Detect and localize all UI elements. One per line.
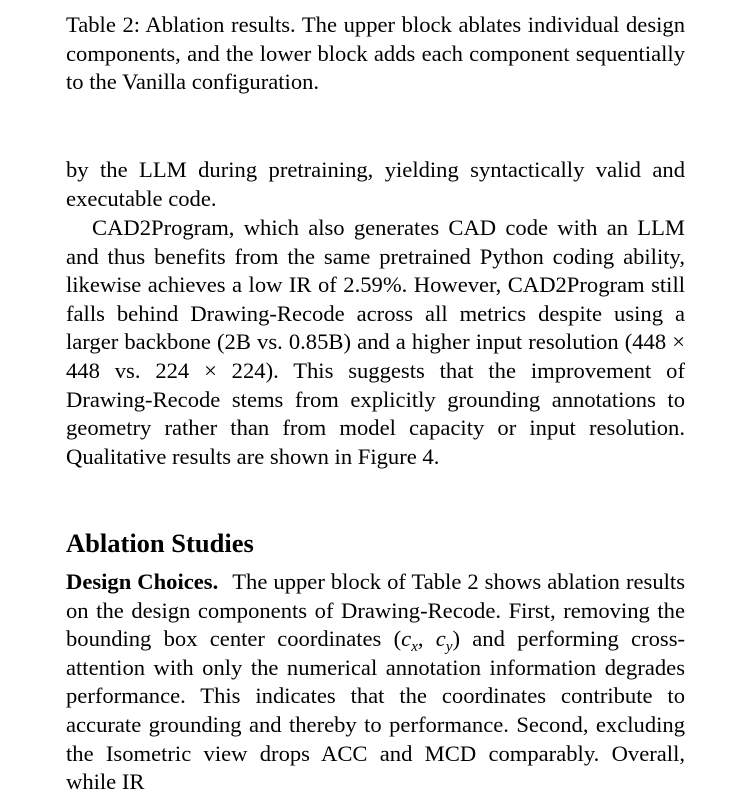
math-variable: c: [401, 626, 412, 652]
body-paragraph: by the LLM during pretraining, yielding syntactically valid and executable code.: [66, 157, 685, 211]
math-expression: [393, 626, 461, 656]
section-heading: Ablation Studies: [66, 528, 254, 558]
table-caption: Table 2: Ablation results. The upper block ablates individual design components, and the lower block adds each component sequentially to the Vanilla configuration.: [66, 12, 685, 95]
paragraph-text: and performing cross-attention with only the numerical annotation information degrades performance. This indicates that the coordinates contribute to accurate grounding and thereby to performance. Second, excluding the Isometric view drops ACC and MCD comparably. Overall, while IR: [66, 626, 686, 795]
math-subscript: y: [445, 639, 453, 656]
run-in-heading: Design Choices.: [66, 569, 219, 594]
math-separator: ,: [417, 626, 436, 652]
math-open-paren: (: [393, 626, 402, 652]
math-variable: c: [435, 626, 446, 652]
paragraph-text: The upper block of Table 2 shows ablation results on the design components of Drawing-Recode. First, removing the bounding box center coordinates: [66, 569, 685, 652]
body-paragraph: [66, 568, 685, 797]
math-subscript: x: [411, 639, 418, 656]
body-paragraph: CAD2Program, which also generates CAD code with an LLM and thus benefits from the same pretrained Python coding ability, likewise achieves a low IR of 2.59%. However, CAD2Program still falls behind Drawing-Recode across all metrics despite using a larger backbone (2B vs. 0.85B) and a higher input resolution (448 × 448 vs. 224 × 224). This suggests that the improvement of Drawing-Recode stems from explicitly grounding annotations to geometry rather than from model capacity or input resolution. Qualitative results are shown in Figure 4.: [66, 215, 685, 469]
math-close-paren: ): [452, 626, 461, 652]
